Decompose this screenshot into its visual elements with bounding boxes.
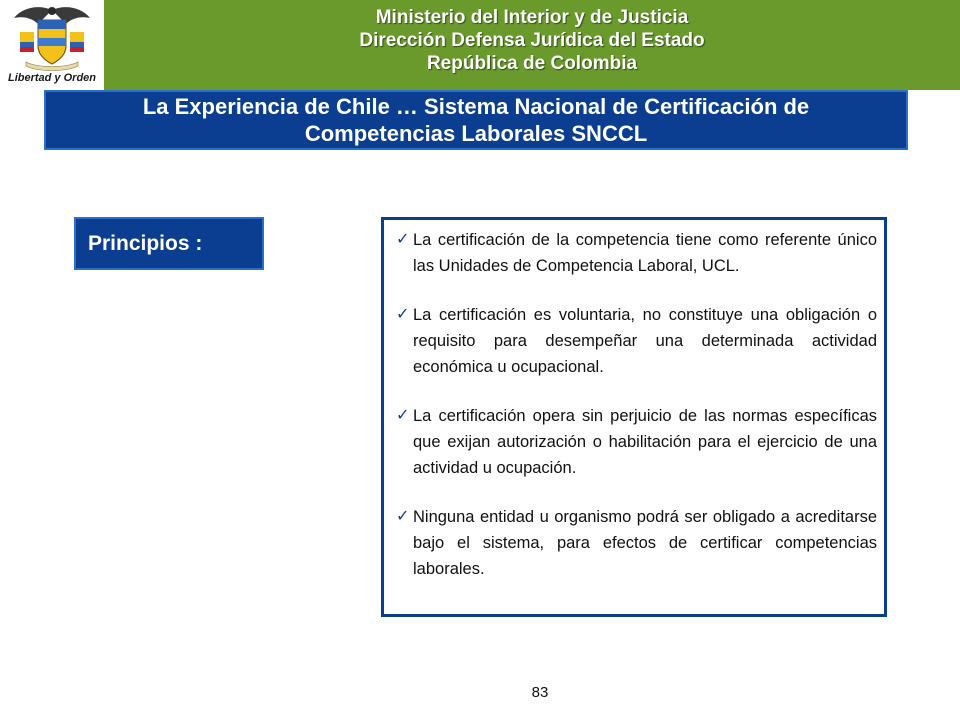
principle-text: La certificación de la competencia tiene como referente único las Unidades de Competencia Laboral, UCL. xyxy=(413,231,877,275)
slide-title-line-2: Competencias Laborales SNCCL xyxy=(304,121,648,146)
logo-motto: Libertad y Orden xyxy=(7,72,97,84)
principle-text: Ninguna entidad u organismo podrá ser obligado a acreditarse bajo el sistema, para efectos de certificar competencias laborales. xyxy=(413,508,877,578)
ministry-name: Ministerio del Interior y de Justicia xyxy=(375,7,689,28)
page-number: 83 xyxy=(531,684,549,701)
checkmark-icon: ✓ xyxy=(396,231,410,248)
slide-title-line-1: La Experiencia de Chile … Sistema Nacional de Certificación de xyxy=(142,94,810,119)
checkmark-icon: ✓ xyxy=(396,508,410,525)
country-name: República de Colombia xyxy=(426,53,638,74)
principle-text: La certificación es voluntaria, no constituye una obligación o requisito para desempeñar una determinada actividad económica u ocupacional. xyxy=(413,306,877,376)
checkmark-icon: ✓ xyxy=(396,407,410,424)
principle-text: La certificación opera sin perjuicio de las normas específicas que exijan autorización o habilitación para el ejercicio de una actividad u ocupación. xyxy=(413,407,877,477)
section-label: Principios : xyxy=(74,217,264,270)
coat-of-arms-icon xyxy=(8,2,96,72)
directorate-name: Dirección Defensa Jurídica del Estado xyxy=(359,30,705,51)
coat-of-arms-logo xyxy=(0,0,104,92)
checkmark-icon: ✓ xyxy=(396,306,410,323)
list-item xyxy=(396,504,877,582)
principles-box xyxy=(381,217,887,617)
list-item xyxy=(396,403,877,481)
list-item xyxy=(396,227,877,279)
slide-title xyxy=(44,90,908,150)
ministry-header-bar xyxy=(104,0,960,90)
list-item xyxy=(396,302,877,380)
